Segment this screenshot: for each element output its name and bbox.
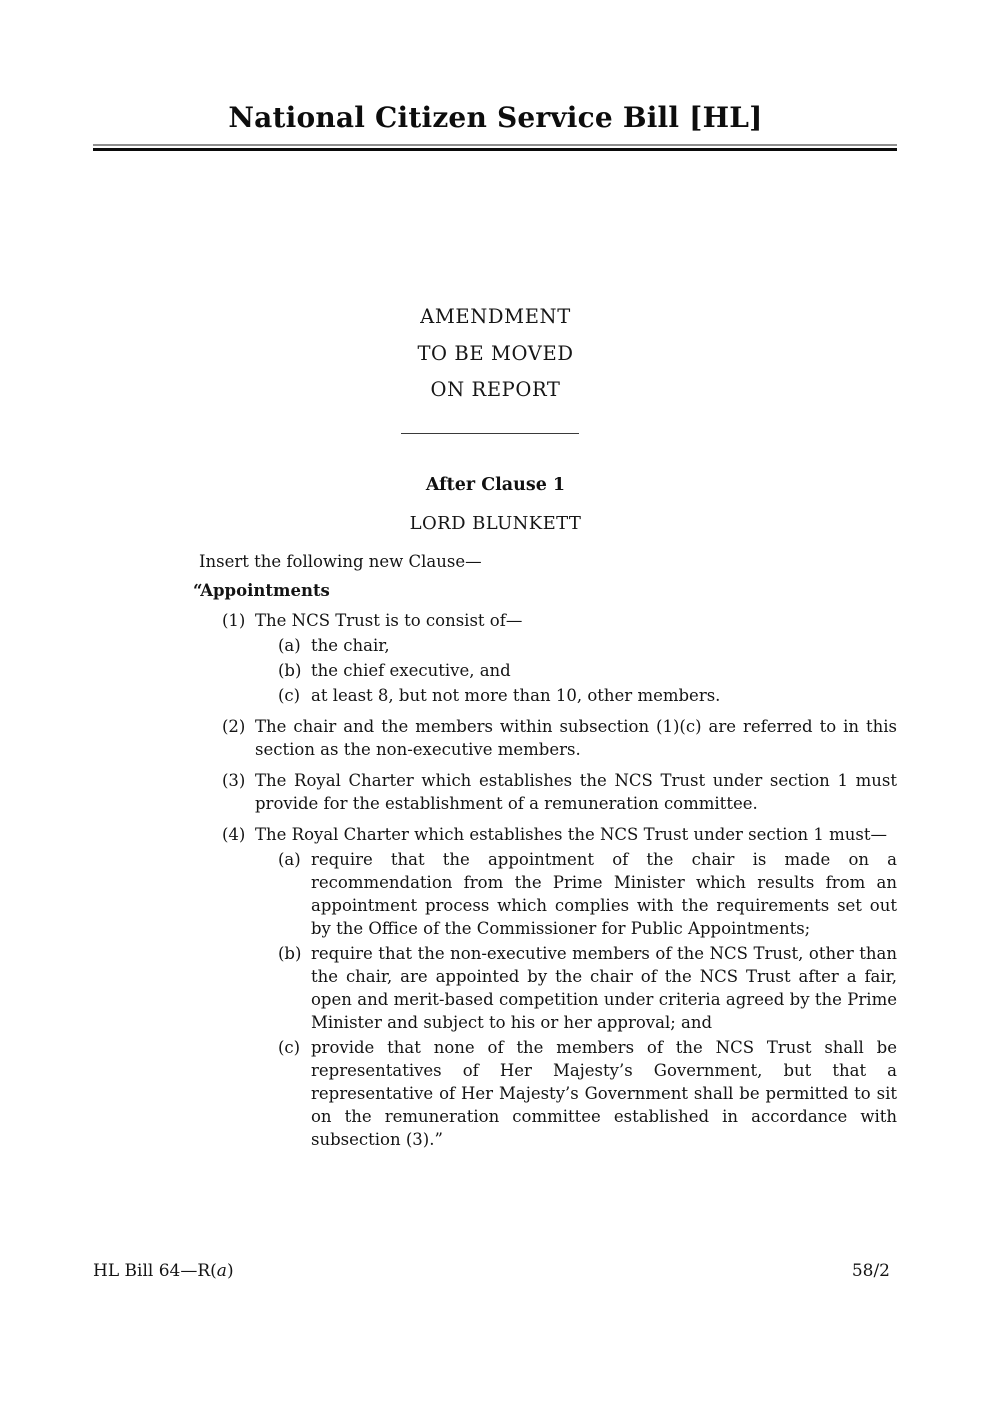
item-text: The Royal Charter which establishes the NCS Trust under section 1 must provide for the establishment of a remuneration committee. [255, 771, 897, 813]
amendment-heading-line: ON REPORT [430, 378, 561, 401]
bill-reference-italic: a [216, 1261, 227, 1281]
new-clause-title: “Appointments [193, 581, 330, 600]
clause-subitem-1a [199, 634, 897, 657]
amendment-heading-line: AMENDMENT [420, 305, 571, 328]
subitem-text: the chief executive, and [311, 661, 511, 680]
subitem-letter: (a) [278, 850, 301, 869]
insert-instruction: Insert the following new Clause— [199, 552, 482, 571]
bill-reference-prefix: HL Bill 64—R( [93, 1261, 217, 1281]
subitem-letter: (b) [278, 661, 302, 680]
subitem-letter: (c) [278, 1038, 301, 1057]
clause-subitem-4b [199, 942, 897, 1034]
clause-subitem-4c [199, 1036, 897, 1151]
page-title: National Citizen Service Bill [HL] [228, 101, 763, 134]
clause-subitem-4a [199, 848, 897, 940]
amendment-heading [0, 299, 991, 409]
item-number: (3) [222, 771, 246, 790]
clause-item-4 [199, 823, 897, 846]
bill-reference [93, 1261, 234, 1281]
subitem-letter: (b) [278, 944, 302, 963]
subitem-letter: (a) [278, 636, 301, 655]
subitem-text: require that the appointment of the chair is made on a recommendation from the Prime Minister which results from an appointment process which complies with the requirements set out by the Office of the Commissioner for Public Appointments; [311, 850, 897, 938]
sheet-number: 58/2 [851, 1261, 890, 1281]
section-divider-rule [401, 433, 579, 434]
mover-name: LORD BLUNKETT [409, 513, 582, 534]
clause-item-1 [199, 609, 897, 632]
bill-reference-suffix: ) [226, 1261, 234, 1281]
title-rule [93, 144, 897, 151]
subitem-text: at least 8, but not more than 10, other members. [311, 686, 721, 705]
clause-body [193, 550, 897, 1151]
clause-subitem-1b [199, 659, 897, 682]
item-text: The chair and the members within subsection (1)(c) are referred to in this section as the non-executive members. [255, 717, 897, 759]
item-number: (1) [222, 611, 246, 630]
clause-item-3 [199, 769, 897, 815]
clause-heading: After Clause 1 [425, 475, 566, 495]
item-text: The NCS Trust is to consist of— [255, 611, 523, 630]
subitem-text: require that the non-executive members of the NCS Trust, other than the chair, are appointed by the chair of the NCS Trust after a fair, open and merit-based competition under criteria agreed by the Prime Minister and subject to his or her approval; and [311, 944, 897, 1032]
subitem-letter: (c) [278, 686, 301, 705]
page-footer [93, 1261, 890, 1281]
item-number: (2) [222, 717, 246, 736]
subitem-text: the chair, [311, 636, 390, 655]
clause-subitem-1c [199, 684, 897, 707]
clause-item-2 [199, 715, 897, 761]
item-text: The Royal Charter which establishes the NCS Trust under section 1 must— [255, 825, 887, 844]
subitem-text: provide that none of the members of the NCS Trust shall be representatives of Her Majesty’s Government, but that a representative of Her Majesty’s Government shall be permitted to sit on the remuneration committee established in accordance with subsection (3).” [311, 1038, 897, 1149]
item-number: (4) [222, 825, 246, 844]
amendment-heading-line: TO BE MOVED [417, 341, 574, 365]
